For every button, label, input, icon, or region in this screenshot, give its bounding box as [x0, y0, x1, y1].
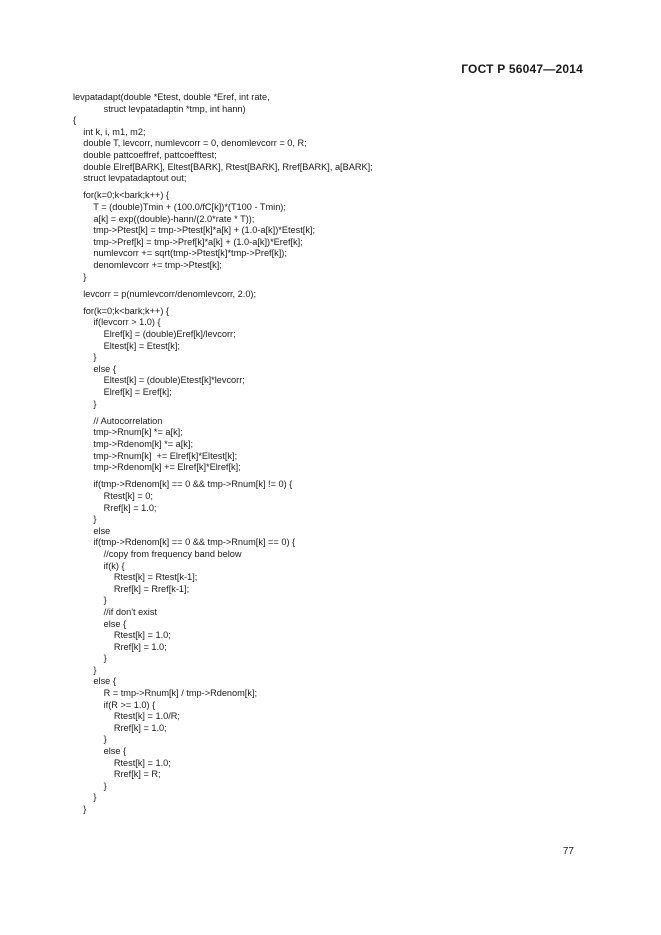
- code-line: if(R >= 1.0) {: [73, 699, 156, 710]
- code-line: tmp->Pref[k] = tmp->Pref[k]*a[k] + (1.0-a[k])*Eref[k];: [73, 236, 303, 247]
- code-line: Eltest[k] = Etest[k];: [73, 340, 180, 351]
- code-line: Rref[k] = R;: [73, 769, 161, 780]
- code-line: int k, i, m1, m2;: [73, 126, 146, 137]
- code-line: denomlevcorr += tmp->Ptest[k];: [73, 259, 222, 270]
- code-line: }: [73, 271, 87, 282]
- page-number: 77: [562, 846, 574, 857]
- code-line: T = (double)Tmin + (100.0/fC[k])*(T100 - Tmin);: [73, 201, 286, 212]
- code-line: struct levpatadaptout out;: [73, 173, 187, 184]
- code-line: Rtest[k] = 1.0;: [73, 630, 171, 641]
- code-line: a[k] = exp((double)-hann/(2.0*rate * T));: [73, 213, 255, 224]
- code-line: Eltest[k] = (double)Etest[k]*levcorr;: [73, 375, 245, 386]
- code-line: for(k=0;k<bark;k++) {: [73, 190, 170, 201]
- code-line: Rref[k] = 1.0;: [73, 502, 157, 513]
- code-line: }: [73, 352, 97, 363]
- code-line: if(k) {: [73, 560, 125, 571]
- code-line: Rtest[k] = 1.0/R;: [73, 711, 180, 722]
- code-line: Rref[k] = 1.0;: [73, 641, 167, 652]
- code-line: tmp->Rnum[k] += Elref[k]*Eltest[k];: [73, 450, 238, 461]
- code-line: struct levpatadaptin *tmp, int hann): [73, 103, 246, 114]
- code-line: levcorr = p(numlevcorr/denomlevcorr, 2.0);: [73, 288, 257, 299]
- code-line: Rtest[k] = 0;: [73, 490, 153, 501]
- code-line: else {: [73, 618, 127, 629]
- code-line: else {: [73, 363, 116, 374]
- code-line: // Autocorrelation: [73, 415, 163, 426]
- code-line: else {: [73, 676, 116, 687]
- code-line: Rtest[k] = Rtest[k-1];: [73, 572, 198, 583]
- code-line: //if don't exist: [73, 606, 157, 617]
- code-line: }: [73, 792, 97, 803]
- code-line: tmp->Ptest[k] = tmp->Ptest[k]*a[k] + (1.0-a[k])*Etest[k];: [73, 225, 316, 236]
- code-line: }: [73, 514, 97, 525]
- standard-header: ГОСТ Р 56047—2014: [461, 62, 583, 76]
- code-line: tmp->Rdenom[k] += Elref[k]*Elref[k];: [73, 462, 241, 473]
- code-line: }: [73, 780, 107, 791]
- code-line: }: [73, 653, 107, 664]
- code-line: if(levcorr > 1.0) {: [73, 317, 161, 328]
- code-line: }: [73, 734, 107, 745]
- code-line: if(tmp->Rdenom[k] == 0 && tmp->Rnum[k] == 0) {: [73, 537, 296, 548]
- code-line: }: [73, 804, 87, 814]
- code-line: for(k=0;k<bark;k++) {: [73, 305, 170, 316]
- code-line: else {: [73, 746, 127, 757]
- code-line: Rtest[k] = 1.0;: [73, 757, 171, 768]
- code-line: Elref[k] = Eref[k];: [73, 387, 172, 398]
- code-line: tmp->Rnum[k] *= a[k];: [73, 427, 183, 438]
- code-listing: [73, 92, 373, 816]
- code-line: double Elref[BARK], Eltest[BARK], Rtest[BARK], Rref[BARK], a[BARK];: [73, 161, 373, 172]
- code-line: }: [73, 664, 97, 675]
- code-line: numlevcorr += sqrt(tmp->Ptest[k]*tmp->Pref[k]);: [73, 248, 287, 259]
- code-line: Elref[k] = (double)Eref[k]/levcorr;: [73, 329, 236, 340]
- code-line: double T, levcorr, numlevcorr = 0, denomlevcorr = 0, R;: [73, 138, 307, 149]
- code-line: Rref[k] = 1.0;: [73, 722, 167, 733]
- code-line: double pattcoeffref, pattcoefftest;: [73, 149, 217, 160]
- code-line: if(tmp->Rdenom[k] == 0 && tmp->Rnum[k] != 0) {: [73, 479, 293, 490]
- code-line: else: [73, 525, 111, 536]
- code-line: //copy from frequency band below: [73, 548, 242, 559]
- code-line: Rref[k] = Rref[k-1];: [73, 583, 190, 594]
- code-line: }: [73, 595, 107, 606]
- code-line: {: [73, 115, 77, 126]
- code-line: }: [73, 398, 97, 409]
- code-line: tmp->Rdenom[k] *= a[k];: [73, 439, 193, 449]
- code-line: levpatadapt(double *Etest, double *Eref, int rate,: [73, 92, 270, 102]
- code-line: R = tmp->Rnum[k] / tmp->Rdenom[k];: [73, 688, 258, 699]
